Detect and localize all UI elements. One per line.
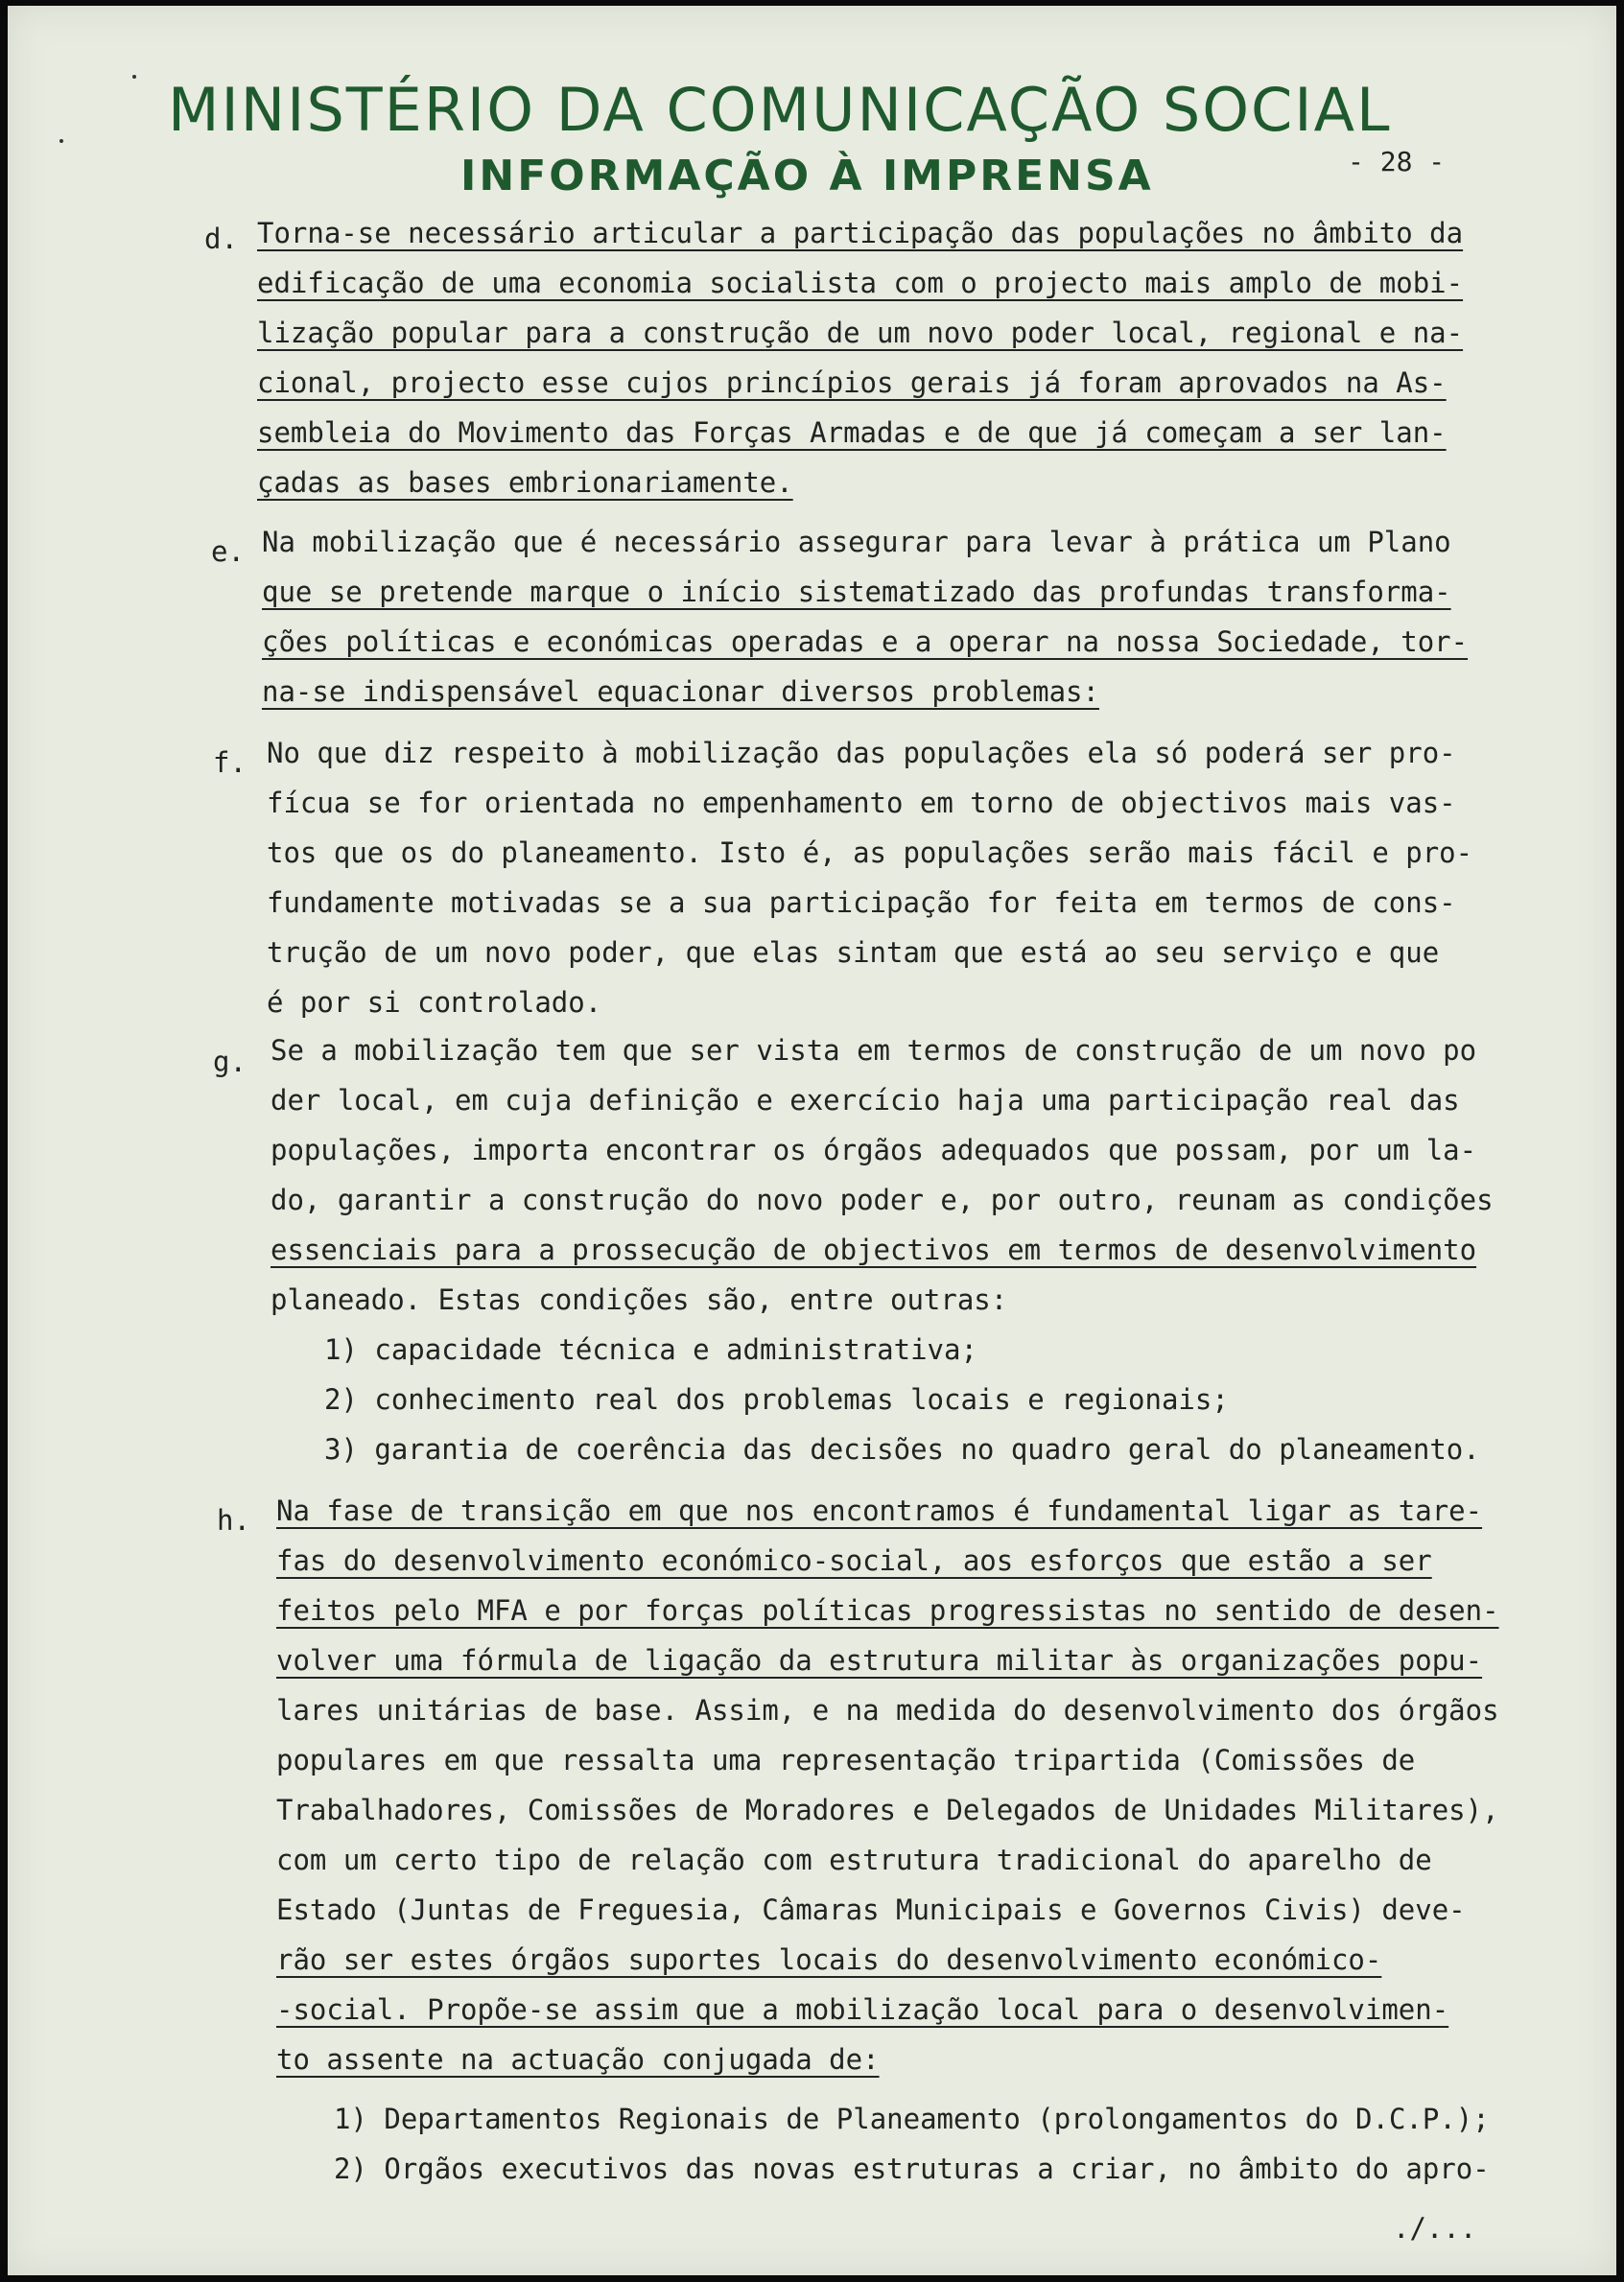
condition-item: 2) conhecimento real dos problemas locais e regionais; bbox=[324, 1383, 1229, 1416]
paragraph-d-line: çadas as bases embrionariamente. bbox=[257, 466, 793, 499]
paragraph-h-line: populares em que ressalta uma representação tripartida (Comissões de bbox=[276, 1744, 1416, 1776]
paragraph-h-line: volver uma fórmula de ligação da estrutura militar às organizações popu- bbox=[276, 1644, 1483, 1677]
paragraph-h-line: lares unitárias de base. Assim, e na medida do desenvolvimento dos órgãos bbox=[276, 1694, 1499, 1727]
actor-item: 2) Orgãos executivos das novas estruturas a criar, no âmbito do apro- bbox=[334, 2153, 1490, 2185]
paragraph-marker-g: g. bbox=[213, 1046, 247, 1078]
paragraph-h-line: -social. Propõe-se assim que a mobilização local para o desenvolvimen- bbox=[276, 1993, 1449, 2026]
paragraph-h-line: to assente na actuação conjugada de: bbox=[276, 2043, 880, 2076]
paragraph-marker-f: f. bbox=[213, 746, 247, 779]
paragraph-g-line: der local, em cuja definição e exercício haja uma participação real das bbox=[271, 1084, 1460, 1117]
paragraph-d-line: sembleia do Movimento das Forças Armadas e de que já começam a ser lan- bbox=[257, 416, 1447, 449]
page-number: - 28 - bbox=[1348, 146, 1446, 177]
paragraph-e-line: na-se indispensável equacionar diversos problemas: bbox=[262, 675, 1099, 708]
paragraph-d-line: lização popular para a construção de um novo poder local, regional e na- bbox=[257, 317, 1464, 349]
paragraph-marker-h: h. bbox=[217, 1504, 250, 1537]
paragraph-d-line: cional, projecto esse cujos princípios gerais já foram aprovados na As- bbox=[257, 366, 1447, 399]
paragraph-h-line: Estado (Juntas de Freguesia, Câmaras Municipais e Governos Civis) deve- bbox=[276, 1894, 1466, 1926]
paragraph-f-line: trução de um novo poder, que elas sintam que está ao seu serviço e que bbox=[267, 936, 1440, 969]
paragraph-marker-d: d. bbox=[204, 223, 238, 255]
ministry-heading: MINISTÉRIO DA COMUNICAÇÃO SOCIAL bbox=[168, 75, 1392, 145]
paragraph-h-line: Na fase de transição em que nos encontramos é fundamental ligar as tare- bbox=[276, 1494, 1483, 1527]
paragraph-f-line: No que diz respeito à mobilização das populações ela só poderá ser pro- bbox=[267, 737, 1456, 769]
paragraph-marker-e: e. bbox=[211, 535, 245, 568]
press-info-subheading: INFORMAÇÃO À IMPRENSA bbox=[460, 152, 1154, 200]
paragraph-f-line: fundamente motivadas se a sua participação for feita em termos de cons- bbox=[267, 886, 1456, 919]
paragraph-e-line: Na mobilização que é necessário assegurar para levar à prática um Plano bbox=[262, 526, 1451, 558]
paragraph-d-line: edificação de uma economia socialista com o projecto mais amplo de mobi- bbox=[257, 267, 1464, 299]
paragraph-g-line: populações, importa encontrar os órgãos adequados que possam, por um la- bbox=[271, 1134, 1477, 1166]
condition-item: 3) garantia de coerência das decisões no quadro geral do planeamento. bbox=[324, 1433, 1480, 1466]
paragraph-f-line: fícua se for orientada no empenhamento em torno de objectivos mais vas- bbox=[267, 787, 1456, 819]
paragraph-g-line: essenciais para a prossecução de objectivos em termos de desenvolvimento bbox=[271, 1234, 1477, 1266]
paragraph-g-line: do, garantir a construção do novo poder e, por outro, reunam as condições bbox=[271, 1184, 1494, 1216]
paragraph-h-line: rão ser estes órgãos suportes locais do desenvolvimento económico- bbox=[276, 1943, 1382, 1976]
paragraph-f-line: é por si controlado. bbox=[267, 986, 602, 1019]
condition-item: 1) capacidade técnica e administrativa; bbox=[324, 1333, 977, 1366]
paragraph-f-line: tos que os do planeamento. Isto é, as populações serão mais fácil e pro- bbox=[267, 836, 1473, 869]
paragraph-h-line: Trabalhadores, Comissões de Moradores e Delegados de Unidades Militares), bbox=[276, 1794, 1499, 1826]
paragraph-d-line: Torna-se necessário articular a participação das populações no âmbito da bbox=[257, 217, 1464, 249]
paragraph-e-line: que se pretende marque o início sistematizado das profundas transforma- bbox=[262, 576, 1451, 608]
paragraph-h-line: com um certo tipo de relação com estrutura tradicional do aparelho de bbox=[276, 1844, 1432, 1876]
paragraph-g-line: Se a mobilização tem que ser vista em termos de construção de um novo po bbox=[271, 1034, 1477, 1067]
paragraph-h-line: fas do desenvolvimento económico-social, aos esforços que estão a ser bbox=[276, 1544, 1432, 1577]
actor-item: 1) Departamentos Regionais de Planeamento (prolongamentos do D.C.P.); bbox=[334, 2103, 1490, 2135]
paragraph-h-line: feitos pelo MFA e por forças políticas progressistas no sentido de desen- bbox=[276, 1594, 1499, 1627]
paragraph-e-line: ções políticas e económicas operadas e a operar na nossa Sociedade, tor- bbox=[262, 625, 1469, 658]
continuation-mark: ./... bbox=[1393, 2212, 1477, 2245]
paragraph-g-line: planeado. Estas condições são, entre outras: bbox=[271, 1283, 1008, 1316]
